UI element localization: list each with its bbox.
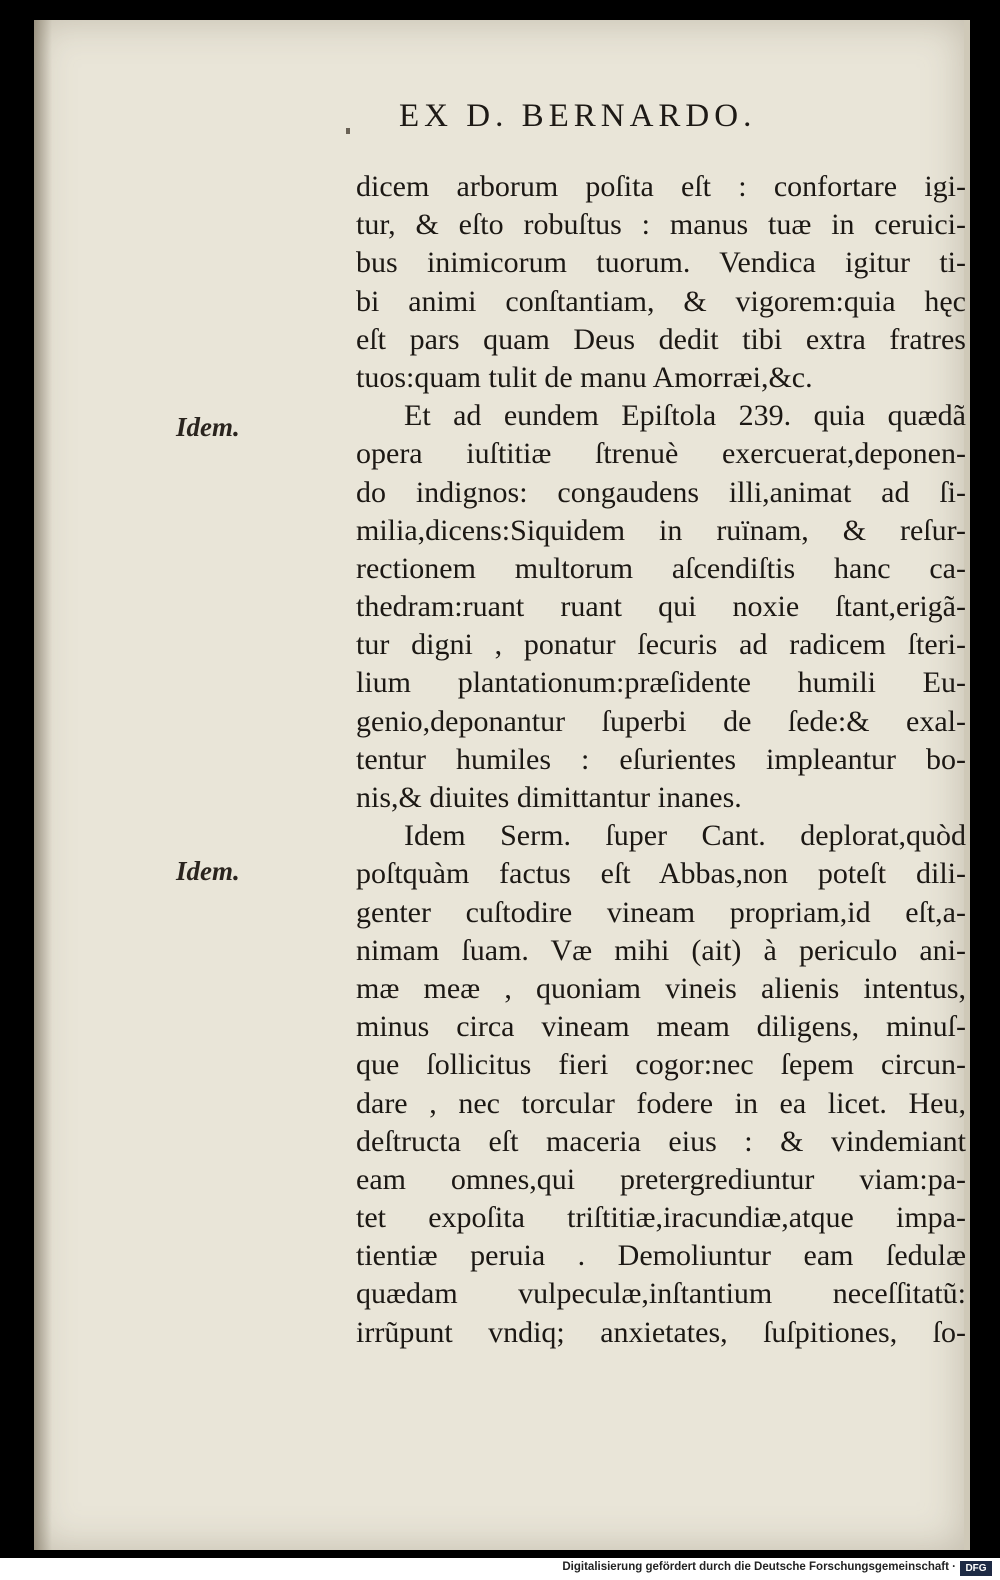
text-line: genter cuſtodire vineam propriam,id eſt,a-	[356, 895, 966, 929]
text-line: rectionem multorum aſcendiſtis hanc ca-	[356, 551, 966, 585]
text-line: eſt pars quam Deus dedit tibi extra fratres	[356, 322, 966, 356]
text-line: genio,deponantur ſuperbi de ſede:& exal-	[356, 704, 966, 738]
text-line: deſtructa eſt maceria eius : & vindemiant	[356, 1124, 966, 1158]
text-line: eam omnes,qui pretergrediuntur viam:pa-	[356, 1162, 966, 1196]
text-line: tuos:quam tulit de manu Amorræi,&c.	[356, 360, 813, 394]
digitization-footer	[0, 1558, 1000, 1580]
text-line: dicem arborum poſita eſt : confortare igi-	[356, 170, 966, 203]
text-line: dare , nec torcular fodere in ea licet. Heu,	[356, 1086, 966, 1120]
footer-credit: Digitalisierung gefördert durch die Deutsche Forschungsgemeinschaft ·	[562, 1561, 956, 1573]
text-line: Et ad eundem Epiſtola 239. quia quædã	[404, 399, 966, 433]
text-line: tet expoſita triſtitiæ,iracundiæ,atque impa-	[356, 1201, 966, 1235]
text-line: que ſollicitus fieri cogor:nec ſepem circun-	[356, 1048, 966, 1082]
text-line: bus inimicorum tuorum. Vendica igitur ti-	[356, 246, 966, 280]
text-line: Idem Serm. ſuper Cant. deplorat,quòd	[404, 819, 966, 853]
text-line: mæ meæ , quoniam vineis alienis intentus,	[356, 971, 966, 1005]
page-gutter-shadow	[34, 20, 52, 1550]
text-line: do indignos: congaudens illi,animat ad ſi-	[356, 475, 966, 509]
margin-note: Idem.	[176, 412, 240, 442]
text-line: minus circa vineam meam diligens, minuſ-	[356, 1010, 966, 1044]
text-line: lium plantationum:præſidente humili Eu-	[356, 666, 966, 700]
text-line: tur digni , ponatur ſecuris ad radicem ſteri-	[356, 628, 966, 662]
text-line: tientiæ peruia . Demoliuntur eam ſedulæ	[356, 1239, 966, 1273]
text-line: irrũpunt vndiq; anxietates, ſuſpitiones, ſo-	[356, 1315, 966, 1349]
text-line: nis,& diuites dimittantur inanes.	[356, 781, 742, 814]
text-line: tentur humiles : eſurientes impleantur bo-	[356, 742, 966, 776]
body-text	[356, 168, 966, 1352]
text-line: bi animi conſtantiam, & vigorem:quia hęc	[356, 284, 966, 318]
text-line: milia,dicens:Siquidem in ruïnam, & reſur-	[356, 513, 966, 547]
text-line: opera iuſtitiæ ſtrenuè exercuerat,deponen-	[356, 437, 966, 471]
margin-note: Idem.	[176, 856, 240, 886]
text-line: quædam vulpeculæ,inſtantium neceſſitatũ:	[356, 1277, 966, 1311]
book-page	[34, 20, 970, 1550]
ink-mark	[346, 128, 350, 134]
text-line: tur, & eſto robuſtus : manus tuæ in ceruici-	[356, 208, 966, 242]
text-line: poſtquàm factus eſt Abbas,non poteſt dili-	[356, 857, 966, 891]
text-line: nimam ſuam. Væ mihi (ait) à periculo ani-	[356, 933, 966, 967]
running-head: EX D. BERNARDO.	[399, 98, 757, 134]
dfg-logo: DFG	[960, 1561, 992, 1576]
text-line: thedram:ruant ruant qui noxie ſtant,erigã-	[356, 590, 966, 624]
